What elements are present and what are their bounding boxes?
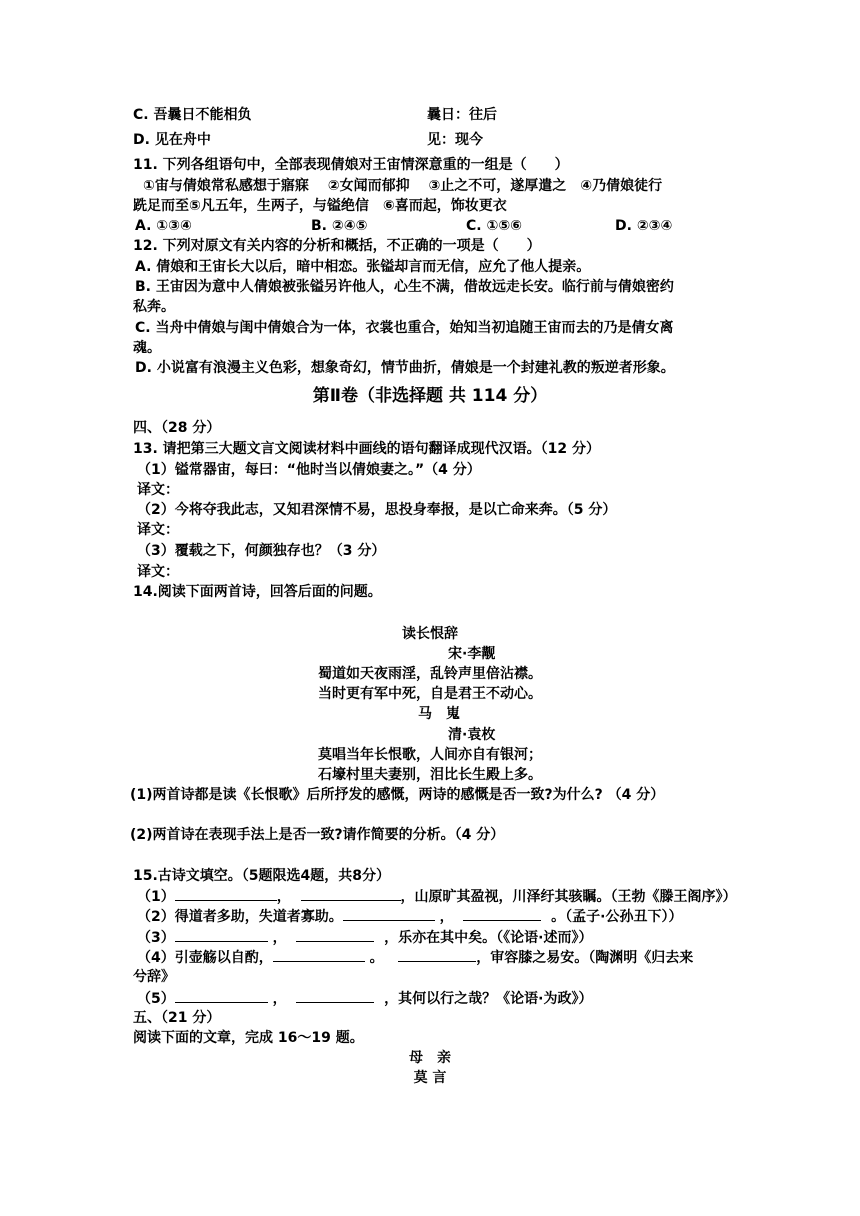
q11-items-line2: 跣足而至⑤凡五年，生两子，与镒绝信 ⑥喜而起，饰妆更衣 <box>133 198 507 214</box>
q15-line-5 <box>137 988 592 1009</box>
q15-line-5-number: （5） <box>137 991 175 1007</box>
q15-line-4-sep: 。 <box>369 950 384 966</box>
poem1-author: 宋·李觏 <box>448 646 496 662</box>
q15-blank-5a[interactable] <box>175 988 268 1003</box>
part2-title: 第Ⅱ卷（非选择题 共 114 分） <box>312 386 548 406</box>
q15-blank-3b[interactable] <box>296 927 374 942</box>
q13-stem: 13. 请把第三大题文言文阅读材料中画线的语句翻译成现代汉语。（12 分） <box>133 441 601 457</box>
q14-question-2: (2)两首诗在表现手法上是否一致?请作简要的分析。（4 分） <box>130 827 505 843</box>
q15-line-2-sep: ， <box>439 909 454 925</box>
article-title: 母 亲 <box>409 1050 451 1066</box>
q15-line-2-text: （2）得道者多助，失道者寡助。 <box>137 909 343 925</box>
q11-option-d: D. ②③④ <box>615 218 673 234</box>
q11-items-line1: ①宙与倩娘常私感想于寤寐 ②女闻而郁抑 ③止之不可，遂厚遣之 ④乃倩娘徒行 <box>143 178 663 194</box>
q10-option-d-gloss: 见：现今 <box>427 132 483 148</box>
reading-stem: 阅读下面的文章，完成 16～19 题。 <box>133 1030 364 1046</box>
q15-line-3 <box>137 927 592 948</box>
q10-option-c-gloss: 曩日：往后 <box>427 107 497 123</box>
q15-line-4 <box>137 947 693 968</box>
poem1-line2: 当时更有军中死，自是君王不动心。 <box>318 686 542 702</box>
q13-translation-3-label: 译文： <box>137 564 179 580</box>
q15-line-2-source: 。（孟子·公孙丑下）） <box>551 909 683 925</box>
q15-line-1-sep: ， <box>276 889 291 905</box>
q13-translation-2-label: 译文： <box>137 522 179 538</box>
q11-option-b: B. ②④⑤ <box>311 218 368 234</box>
q11-option-a: A. ①③④ <box>135 218 192 234</box>
q15-blank-5b[interactable] <box>296 988 374 1003</box>
q15-blank-3a[interactable] <box>175 927 268 942</box>
q15-line-5-sep: ， <box>272 991 287 1007</box>
article-author: 莫 言 <box>413 1070 447 1086</box>
q12-option-b-line2: 私奔。 <box>133 299 175 315</box>
q10-option-d: D. 见在舟中 <box>133 132 211 148</box>
q10-option-c: C. 吾曩日不能相负 <box>133 107 252 123</box>
q12-option-d: D. 小说富有浪漫主义色彩，想象奇幻，情节曲折，倩娘是一个封建礼教的叛逆者形象。 <box>135 360 675 376</box>
q15-blank-4a[interactable] <box>273 947 365 962</box>
q15-line-3-sep: ， <box>272 930 287 946</box>
q15-line-4-source: ，审容膝之易安。（陶渊明《归去来 <box>476 950 694 966</box>
q13-sentence-2: （2）今将夺我此志，又知君深情不易，思投身奉报，是以亡命来奔。（5 分） <box>137 502 617 518</box>
q15-line-1-number: （1） <box>137 889 175 905</box>
q15-line-1 <box>137 886 737 907</box>
poem1-title: 读长恨辞 <box>402 626 458 642</box>
q15-stem: 15.古诗文填空。（5题限选4题，共8分） <box>133 868 391 884</box>
q15-blank-1a[interactable] <box>175 886 277 901</box>
q15-blank-2b[interactable] <box>463 906 541 921</box>
q12-option-c-line1: C. 当舟中倩娘与闺中倩娘合为一体，衣裳也重合，始知当初追随王宙而去的乃是倩女离 <box>135 320 674 336</box>
q13-sentence-3: （3）覆载之下，何颜独存也？（3 分） <box>137 543 386 559</box>
q12-option-a: A. 倩娘和王宙长大以后，暗中相恋。张镒却言而无信，应允了他人提亲。 <box>135 259 591 275</box>
q14-stem: 14.阅读下面两首诗，回答后面的问题。 <box>133 584 382 600</box>
q12-option-c-line2: 魂。 <box>133 340 161 356</box>
poem2-line1: 莫唱当年长恨歌，人间亦自有银河； <box>318 747 542 763</box>
q13-sentence-1: （1）镒常器宙，每曰：“他时当以倩娘妻之。”（4 分） <box>137 462 481 478</box>
q15-blank-4b[interactable] <box>398 947 476 962</box>
poem1-line1: 蜀道如天夜雨淫，乱铃声里倍沾襟。 <box>318 666 542 682</box>
q11-stem: 11. 下列各组语句中，全部表现倩娘对王宙情深意重的一组是（ ） <box>133 157 569 173</box>
q15-line-4-text: （4）引壶觞以自酌， <box>137 950 273 966</box>
poem2-author: 清·袁枚 <box>448 727 496 743</box>
q12-option-b-line1: B. 王宙因为意中人倩娘被张镒另许他人，心生不满，借故远走长安。临行前与倩娘密约 <box>135 279 674 295</box>
poem2-line2: 石壕村里夫妻别，泪比长生殿上多。 <box>318 767 542 783</box>
section-5-heading: 五、（21 分） <box>133 1010 221 1026</box>
q12-stem: 12. 下列对原文有关内容的分析和概括，不正确的一项是（ ） <box>133 238 541 254</box>
q15-line-3-number: （3） <box>137 930 175 946</box>
poem2-title: 马 嵬 <box>418 706 460 722</box>
q13-translation-1-label: 译文： <box>137 482 179 498</box>
q15-line-3-text: ，乐亦在其中矣。（《论语·述而》） <box>384 930 593 946</box>
q14-question-1: (1)两首诗都是读《长恨歌》后所抒发的感慨，两诗的感慨是否一致?为什么? （4 分） <box>130 787 665 803</box>
q15-line-4-cont: 兮辞》 <box>133 969 175 985</box>
q15-line-5-text: ，其何以行之哉？《论语·为政》） <box>384 991 593 1007</box>
q11-option-c: C. ①⑤⑥ <box>466 218 523 234</box>
q15-blank-2a[interactable] <box>343 906 435 921</box>
q15-line-2 <box>137 906 682 927</box>
section-4-heading: 四、（28 分） <box>133 420 221 436</box>
q15-line-1-text: ，山原旷其盈视，川泽纡其骇瞩。（王勃《滕王阁序》） <box>400 889 737 905</box>
q15-blank-1b[interactable] <box>301 886 401 901</box>
